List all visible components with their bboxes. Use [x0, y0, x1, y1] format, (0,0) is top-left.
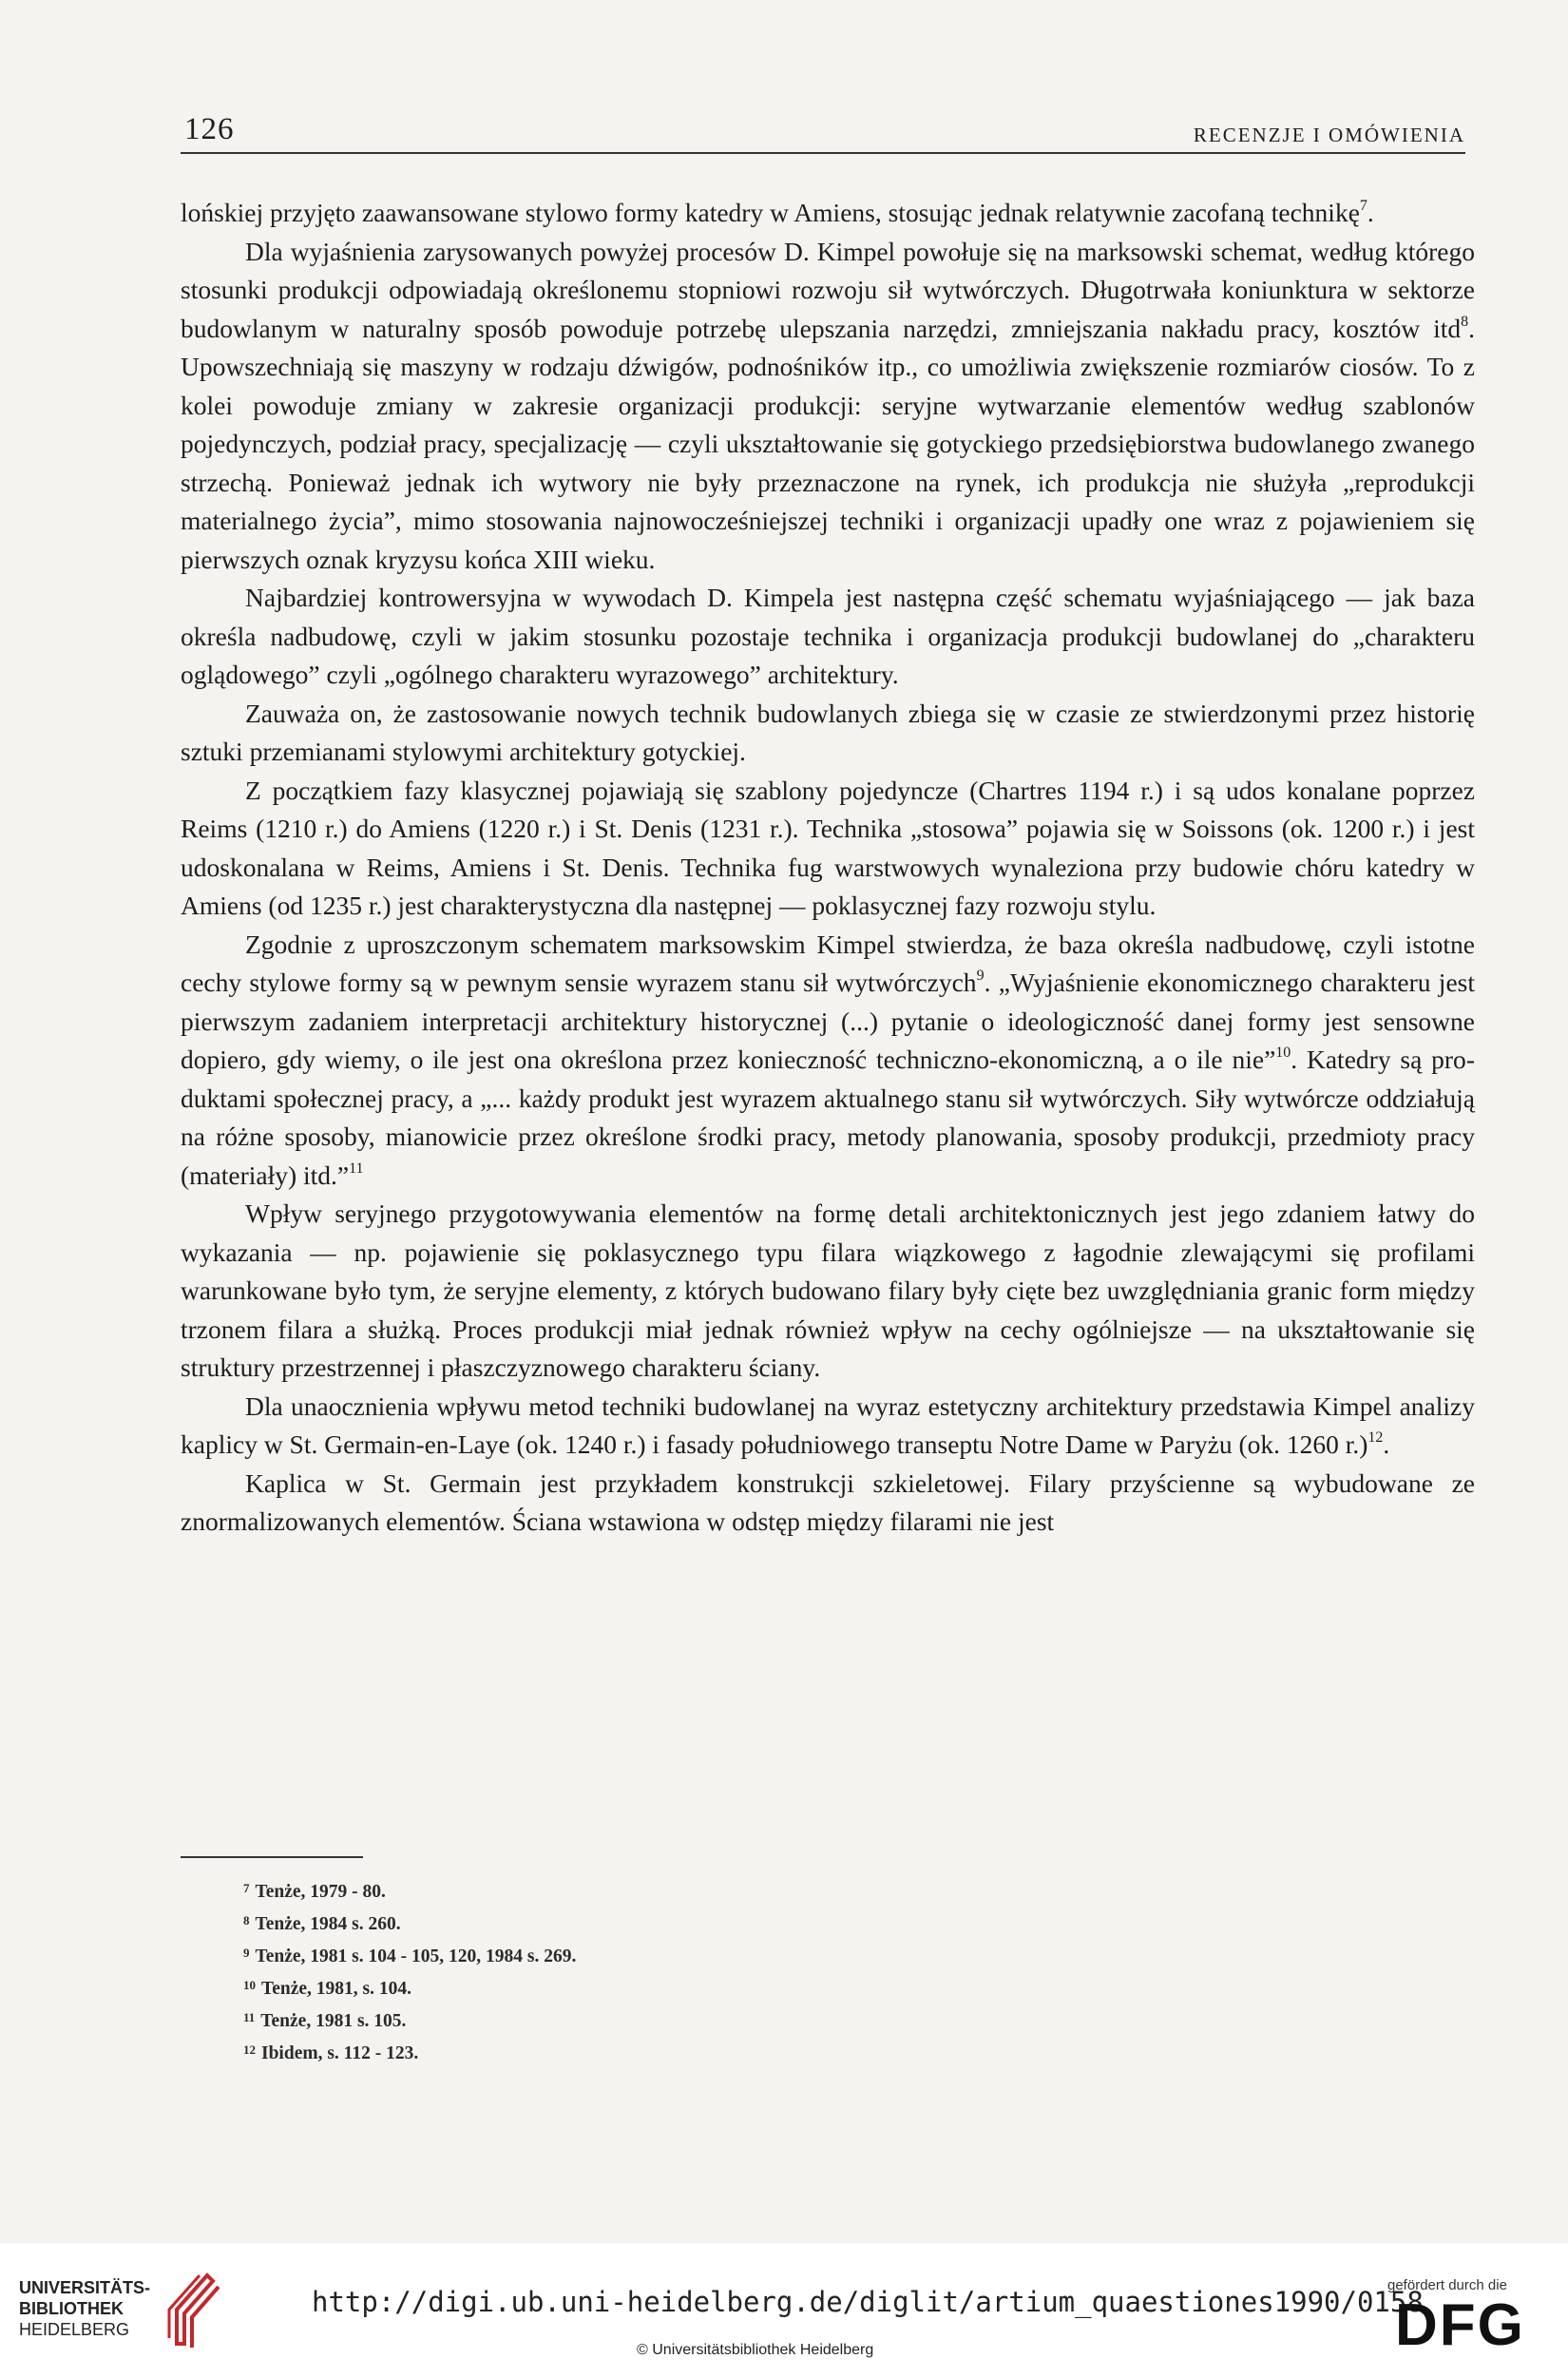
funded-by-label: gefördert durch die	[1387, 2277, 1507, 2293]
paragraph: lońskiej przyjęto zaawansowane stylowo formy katedry w Amiens, stosując jednak relatywnie zacofaną technikę$^7$.	[181, 198, 1374, 227]
paragraph: Zauważa on, że zastosowanie nowych technik budowlanych zbiega się w czasie ze stwierdzonymi przez historię sztuki przemianami stylowymi architektury gotyckiej.	[181, 698, 1475, 766]
dfg-logo[interactable]: DFG	[1395, 2292, 1525, 2358]
library-logo-icon	[158, 2272, 226, 2349]
footnote-rule	[181, 1856, 363, 1858]
permalink-url[interactable]: http://digi.ub.uni-heidelberg.de/diglit/artium_quaestiones1990/0158	[312, 2286, 1424, 2318]
header-rule	[181, 152, 1465, 154]
paragraph: Dla unaocznienia wpływu metod techniki budowlanej na wyraz estetyczny architektury przedstawia Kimpel analizy kaplicy w St. Germain-en-Laye (ok. 1240 r.) i fasady południowego transeptu Notre Dame w Paryżu (ok. 1260 r.)$^{12}$.	[181, 1390, 1475, 1459]
footnote: $^{11}$ Tenże, 1981 s. 105.	[243, 2010, 407, 2031]
paragraph: Z początkiem fazy klasycznej pojawiają się szablony pojedyncze (Chartres 1194 r.) i są udos konalane poprzez Reims (1210 r.) do Amiens (1220 r.) i St. Denis (1231 r.). Technika „stosowa” pojawia się w Soissons (ok. 1200 r.) i jest udoskonalana w Reims, Amiens i St. Denis. Technika fug warstwowych wynaleziona przy budowie chóru katedry w Amiens (od 1235 r.) jest charakterystyczna dla następnej — poklasycznej fazy rozwoju stylu.	[181, 775, 1475, 920]
footnote: $^8$ Tenże, 1984 s. 260.	[243, 1913, 401, 1934]
copyright-notice: © Universitätsbibliothek Heidelberg	[637, 2342, 874, 2358]
footnotes	[243, 1874, 576, 2068]
paragraph: Kaplica w St. Germain jest przykładem konstrukcji szkieletowej. Filary przyścienne są wybudowane ze znormalizowanych elementów. Ściana wstawiona w odstęp między filarami nie jest	[181, 1467, 1475, 1536]
footnote-ref[interactable]: 11	[349, 1160, 364, 1177]
footnote: $^{10}$ Tenże, 1981, s. 104.	[243, 1978, 411, 1999]
viewer-footer	[0, 2243, 1568, 2378]
running-head: RECENZJE I OMÓWIENIA	[1193, 124, 1465, 146]
footnote-ref[interactable]: 7	[1359, 198, 1367, 214]
body-text	[181, 194, 1475, 1542]
footnote-ref[interactable]: 10	[1275, 1045, 1291, 1061]
paragraph: Zgodnie z uproszczonym schematem marksowskim Kimpel stwierdza, że baza określa nadbudowę, czyli istotne cechy stylowe formy są w pewnym sensie wyrazem stanu sił wytwórczych$^9$. „Wyjaśnienie ekonomicznego charakteru jest pierwszym zadaniem interpretacji architektury historycznej (...) pytanie o ideologiczność danej formy jest sensowne dopiero, gdy wiemy, o ile jest ona określona przez konieczność techniczno-ekonomiczną, a o ile nie”$^{10}$. Katedry są produktami społecznej pracy, a „... każdy produkt jest wyrazem aktualnego stanu sił wytwórczych. Siły wytwórcze oddziałują na różne sposoby, mianowicie przez określone środki pracy, metody planowania, sposoby produkcji, przedmioty pracy (materiały) itd.”$^{11}$	[181, 929, 1475, 1190]
footnote: $^{12}$ Ibidem, s. 112 - 123.	[243, 2042, 419, 2063]
paragraph: Najbardziej kontrowersyjna w wywodach D. Kimpela jest następna część schematu wyjaśniającego — jak baza określa nadbudowę, czyli w jakim stosunku pozostaje technika i organizacja produkcji budowlanej do „charakteru oglądowego” czyli „ogólnego charakteru wyrazowego” architektury.	[181, 583, 1475, 689]
footnote: $^7$ Tenże, 1979 - 80.	[243, 1881, 386, 1902]
footnote-ref[interactable]: 8	[1461, 313, 1469, 330]
footnote: $^9$ Tenże, 1981 s. 104 - 105, 120, 1984 s. 269.	[243, 1946, 577, 1966]
footnote-ref[interactable]: 12	[1367, 1429, 1384, 1446]
footnote-ref[interactable]: 9	[976, 968, 985, 984]
paragraph: Dla wyjaśnienia zarysowanych powyżej procesów D. Kimpel powołuje się na marksowski schemat, według którego stosunki produkcji odpowiadają określonemu stopniowi rozwoju sił wytwórczych. Długotrwała koniunktura w sektorze budowlanym w naturalny sposób powoduje potrzebę ulepszania narzędzi, zmniejszania nakładu pracy, kosztów itd$^8$. Upowszechniają się maszyny w rodzaju dźwigów, podnośników itp., co umożliwia zwiększenie rozmiarów ciosów. To z kolei powoduje zmiany w zakresie organizacji produkcji: seryjne wytwarzanie elementów według szablonów pojedynczych, podział pracy, specjalizację — czyli ukształtowanie się gotyckiego przedsiębiorstwa budowlanego zwanego strzechą. Ponieważ jednak ich wytwory nie były przeznaczone na rynek, ich produkcja nie służyła „reprodukcji materialnego życia”, mimo stosowania najnowocześniejszej techniki i organizacji upadły one wraz z pojawieniem się pierwszych oznak kryzysu końca XIII wieku.	[181, 236, 1475, 574]
page-number: 126	[184, 112, 235, 146]
library-name[interactable]: UNIVERSITÄTS- BIBLIOTHEK HEIDELBERG	[19, 2278, 151, 2339]
paragraph: Wpływ seryjnego przygotowywania elementów na formę detali architektonicznych jest jego zdaniem łatwy do wykazania — np. pojawienie się poklasycznego typu filara wiązkowego z łagodnie zlewającymi się profilami warunkowane było tym, że seryjne elementy, z których budowano filary były cięte bez uwzględniania granic form między trzonem filara a służką. Proces produkcji miał jednak również wpływ na cechy ogólniejsze — na ukształtowanie się struktury przestrzennej i płaszczyznowego charakteru ściany.	[181, 1199, 1475, 1382]
